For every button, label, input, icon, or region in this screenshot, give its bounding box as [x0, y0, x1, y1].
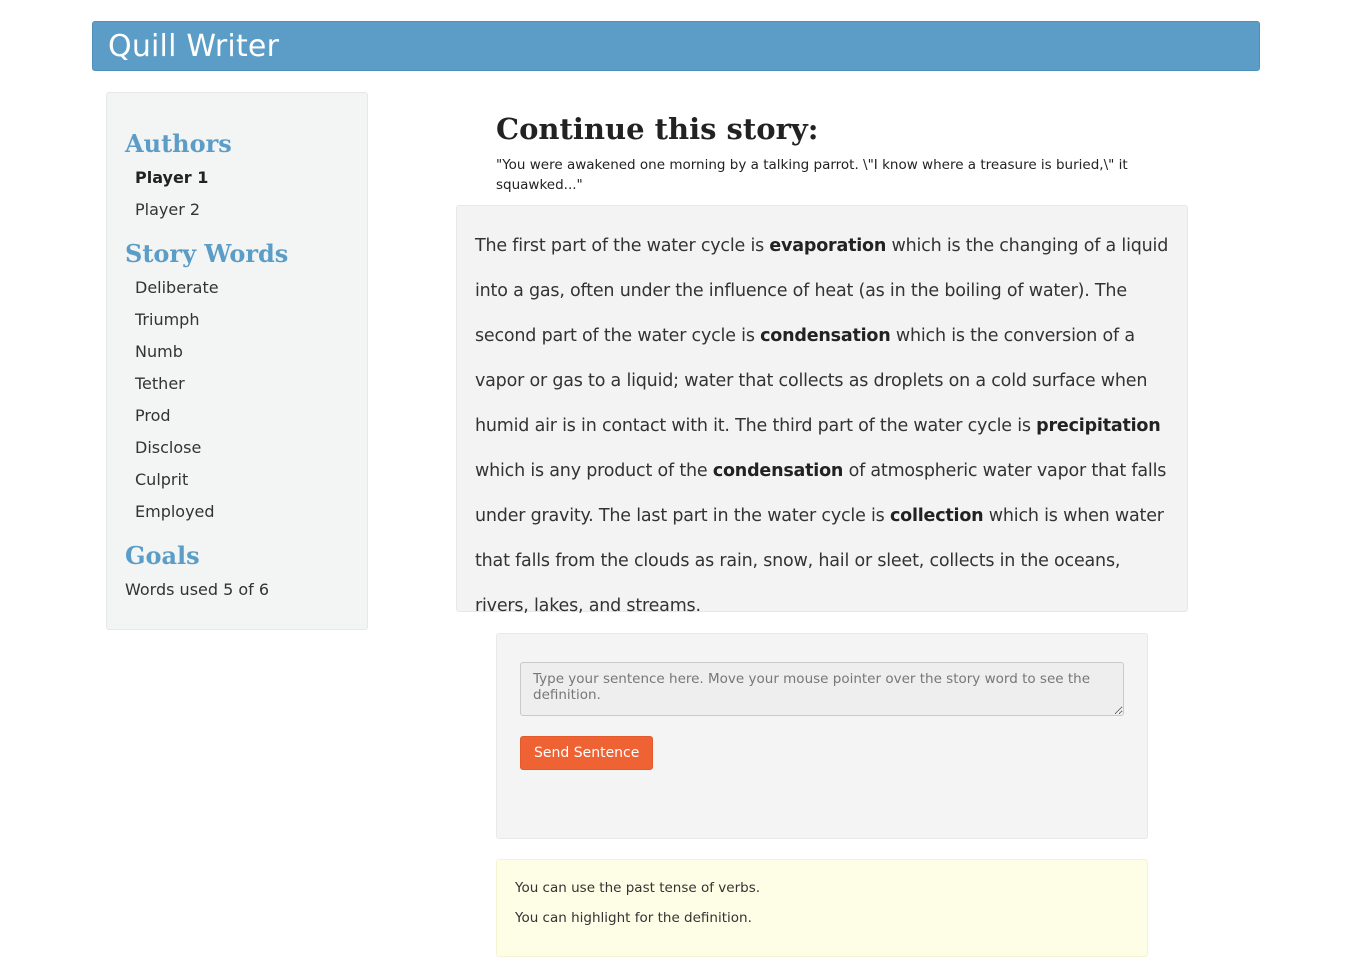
authors-list — [135, 162, 208, 226]
story-segment: The first part of the water cycle is — [475, 236, 770, 256]
page-title: Continue this story: — [496, 112, 819, 146]
story-keyword[interactable]: precipitation — [1036, 416, 1161, 436]
story-segment: which is when water that falls from the clouds as rain, snow, hail or sleet, collects in the oceans, rivers, lakes, and streams. — [475, 506, 1164, 616]
story-word-item[interactable]: Employed — [135, 502, 215, 521]
story-text — [475, 224, 1175, 629]
tip-text: You can use the past tense of verbs. — [515, 880, 761, 896]
top-navbar — [92, 21, 1260, 71]
story-segment: which is any product of the — [475, 461, 713, 481]
story-keyword[interactable]: condensation — [760, 326, 891, 346]
tips-panel — [496, 859, 1148, 957]
story-words-list — [135, 272, 219, 528]
story-words-heading: Story Words — [125, 239, 289, 268]
story-word-item[interactable]: Prod — [135, 406, 171, 425]
send-sentence-button[interactable]: Send Sentence — [520, 736, 653, 770]
story-word-item[interactable]: Triumph — [135, 310, 200, 329]
story-word-item[interactable]: Tether — [135, 374, 185, 393]
story-word-item[interactable]: Numb — [135, 342, 183, 361]
story-keyword[interactable]: condensation — [712, 461, 844, 481]
story-segment: which is the conversion of a vapor or gas to a liquid; water that collects as droplets on a cold surface when humid air is in contact with it. The third part of the water cycle is — [475, 326, 1148, 436]
story-keyword[interactable]: collection — [889, 506, 984, 526]
authors-heading: Authors — [125, 129, 232, 158]
sentence-input[interactable] — [520, 662, 1124, 716]
story-prompt: "You were awakened one morning by a talking parrot. \"I know where a treasure is buried,\" it squawked..." — [496, 157, 1128, 193]
tip-text: You can highlight for the definition. — [515, 910, 752, 926]
story-word-item[interactable]: Disclose — [135, 438, 202, 457]
goals-progress-text: Words used 5 of 6 — [125, 580, 270, 599]
story-segment: of atmospheric water vapor that falls under gravity. The last part in the water cycle is — [475, 461, 1167, 526]
author-item: Player 1 — [135, 168, 209, 187]
story-word-item[interactable]: Culprit — [135, 470, 189, 489]
brand-link[interactable]: Quill Writer — [108, 29, 280, 64]
author-item: Player 2 — [135, 200, 201, 219]
story-segment: which is the changing of a liquid into a gas, often under the influence of heat (as in the boiling of water). The second part of the water cycle is — [475, 236, 1169, 346]
story-keyword[interactable]: evaporation — [769, 236, 887, 256]
sidebar — [106, 92, 368, 630]
story-word-item[interactable]: Deliberate — [135, 278, 219, 297]
goals-heading: Goals — [125, 541, 200, 570]
story-panel — [456, 205, 1188, 616]
sentence-form — [496, 633, 1148, 839]
